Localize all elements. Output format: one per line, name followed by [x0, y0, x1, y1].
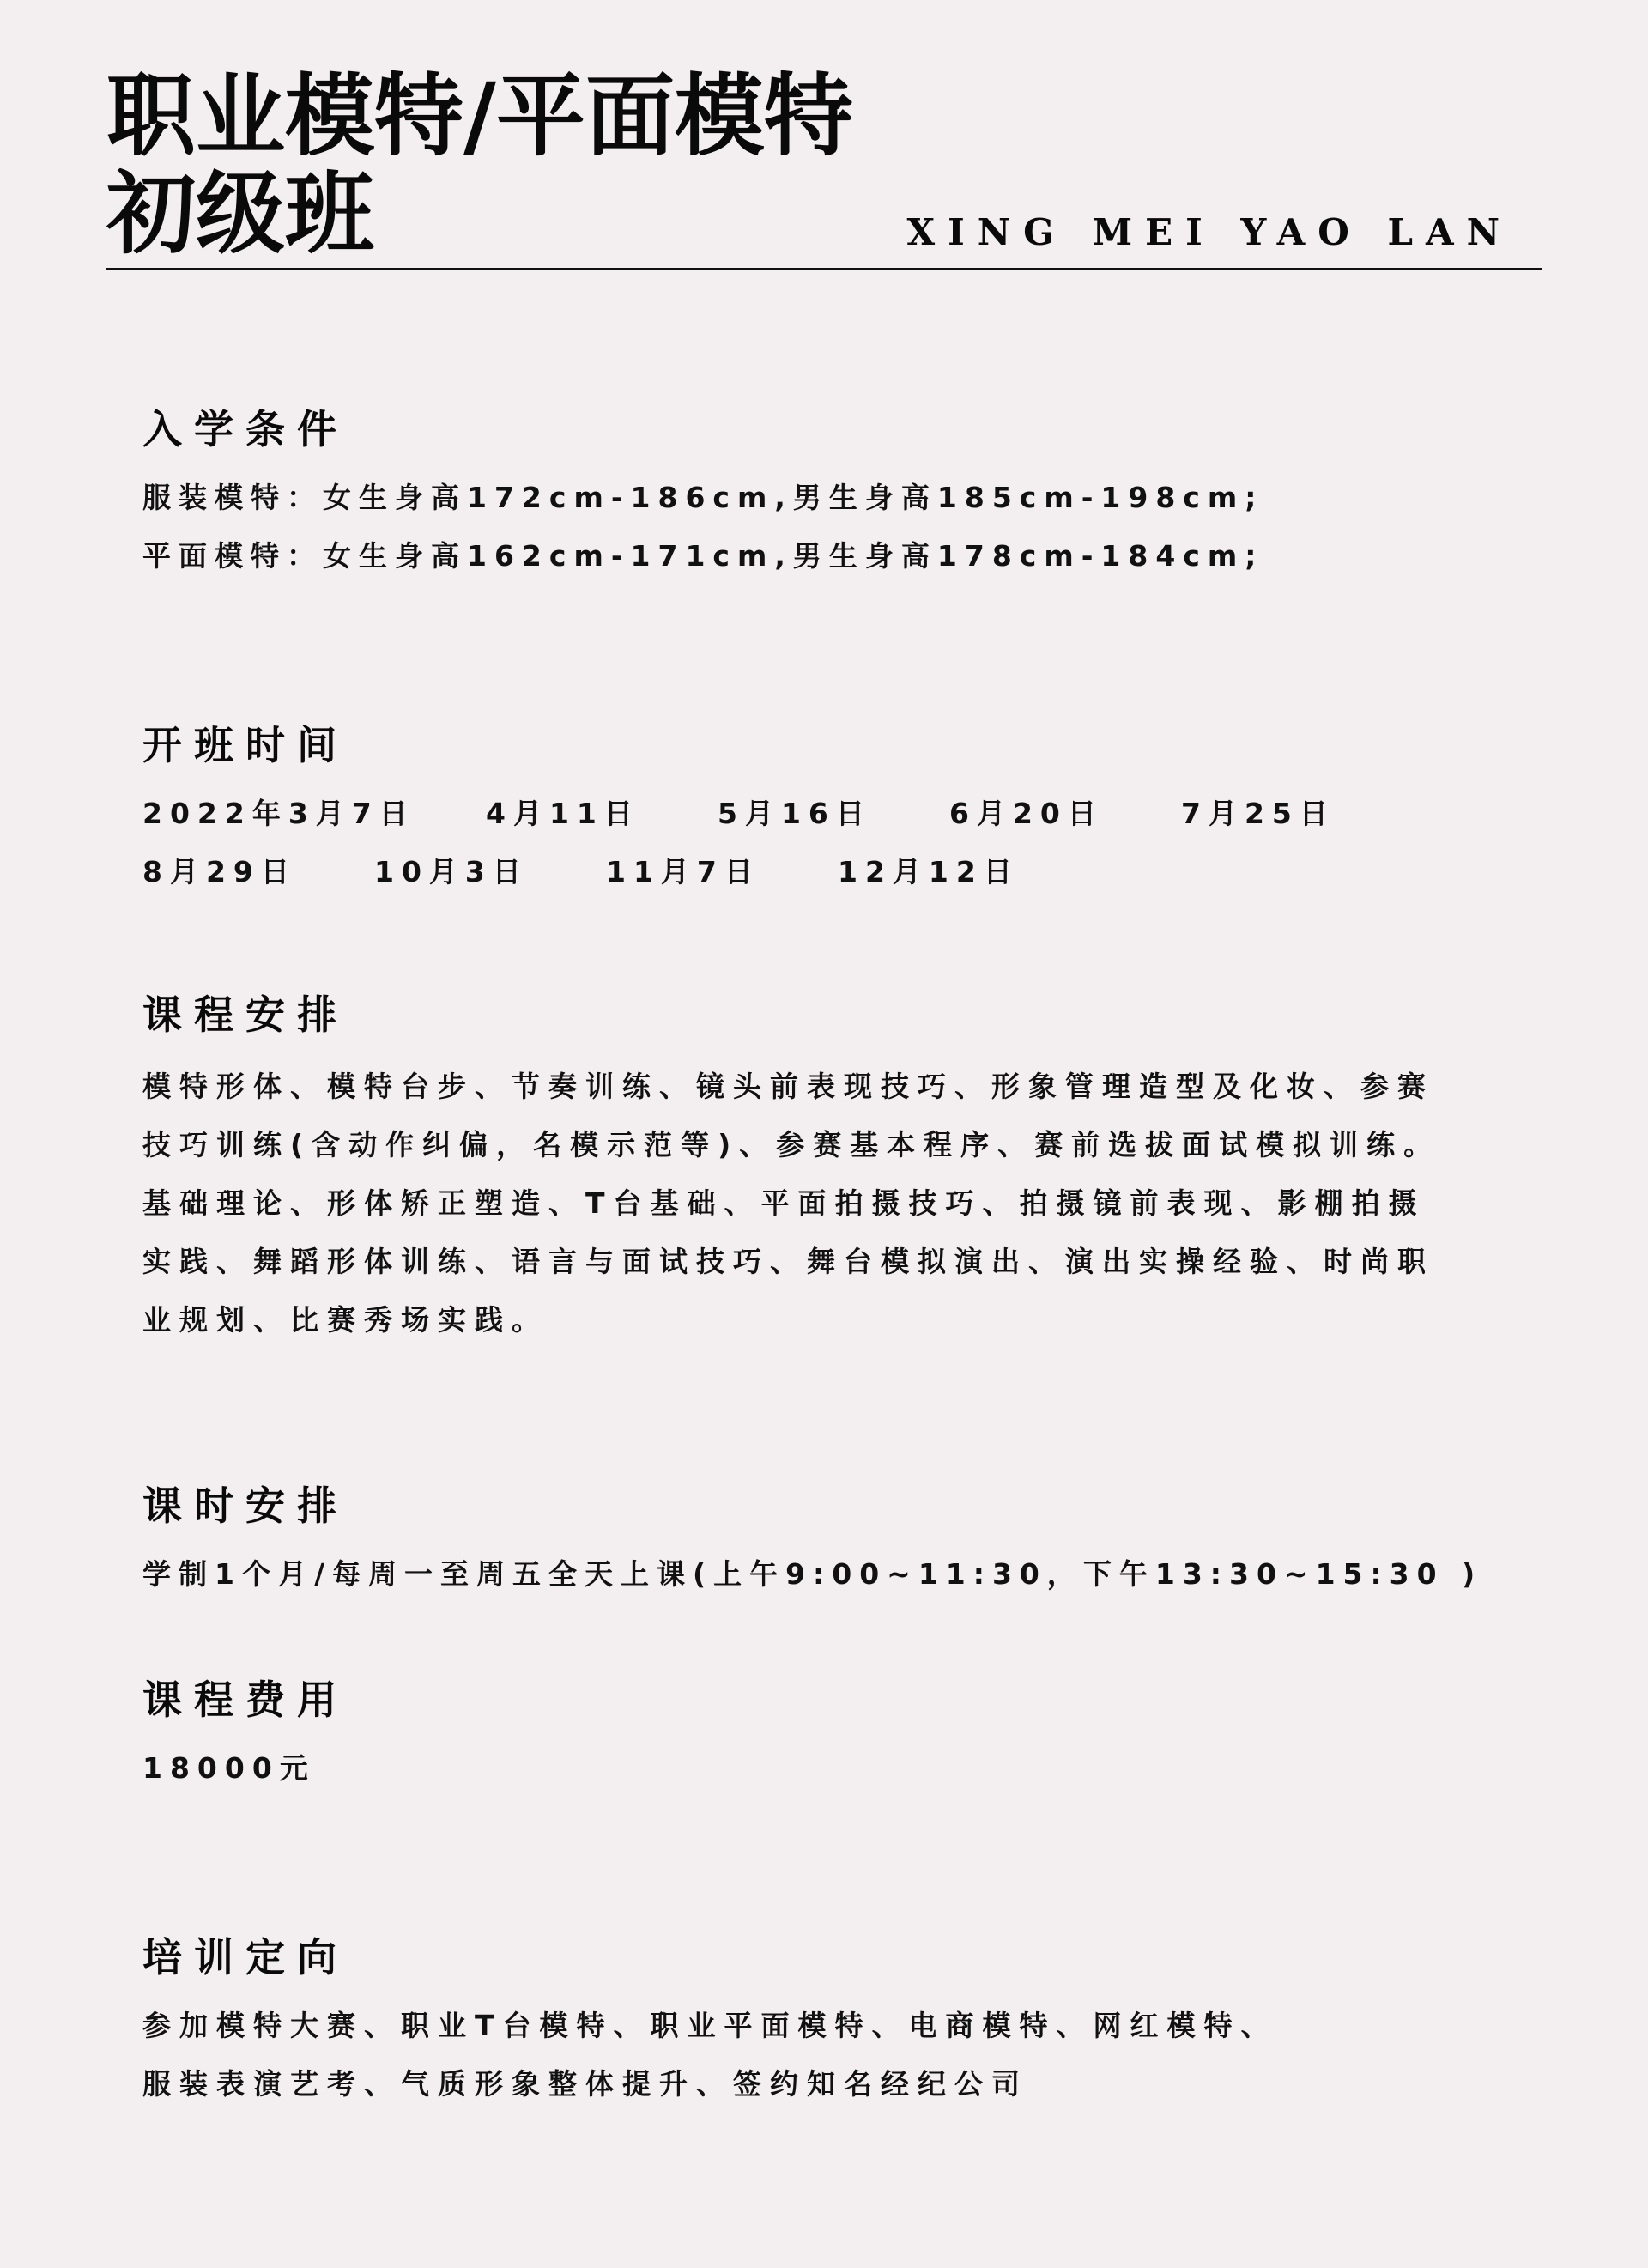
requirements-section [142, 403, 1533, 585]
curriculum-heading: 课程安排 [142, 991, 348, 1038]
start-dates-heading: 开班时间 [142, 722, 348, 768]
direction-content [142, 1997, 1533, 2113]
date-item: 11月7日 [606, 855, 760, 888]
curriculum-line: 业规划、比赛秀场实践。 [142, 1303, 548, 1337]
dates-row-1 [142, 785, 1533, 843]
curriculum-content [142, 1058, 1533, 1349]
requirement-line: 服装模特：女生身高172cm-186cm,男生身高185cm-198cm; [142, 481, 1264, 514]
start-dates-section [142, 719, 1533, 901]
date-item: 6月20日 [949, 797, 1104, 830]
fee-section [142, 1674, 1533, 1798]
direction-line: 参加模特大赛、职业T台模特、职业平面模特、电商模特、网红模特、 [142, 2009, 1278, 2042]
curriculum-line: 实践、舞蹈形体训练、语言与面试技巧、舞台模拟演出、演出实操经验、时尚职 [142, 1245, 1434, 1278]
direction-section [142, 1931, 1533, 2113]
fee-text: 18000元 [142, 1751, 316, 1785]
fee-content [142, 1739, 1533, 1798]
page-title [106, 64, 853, 266]
hours-heading: 课时安排 [142, 1483, 348, 1529]
curriculum-line: 技巧训练(含动作纠偏，名模示范等)、参赛基本程序、赛前选拔面试模拟训练。 [142, 1128, 1441, 1161]
direction-heading: 培训定向 [142, 1934, 348, 1980]
requirements-content [142, 469, 1533, 585]
date-item: 8月29日 [142, 855, 297, 888]
title-line-2: 初级班 [106, 161, 375, 266]
title-line-1: 职业模特/平面模特 [106, 64, 853, 168]
date-item: 5月16日 [718, 797, 872, 830]
header-divider [106, 268, 1542, 270]
requirements-heading: 入学条件 [142, 406, 348, 452]
start-dates-content [142, 785, 1533, 901]
fee-heading: 课程费用 [142, 1677, 348, 1723]
curriculum-line: 模特形体、模特台步、节奏训练、镜头前表现技巧、形象管理造型及化妆、参赛 [142, 1070, 1434, 1103]
curriculum-line: 基础理论、形体矫正塑造、T台基础、平面拍摄技巧、拍摄镜前表现、影棚拍摄 [142, 1186, 1426, 1220]
date-item: 7月25日 [1181, 797, 1336, 830]
direction-line: 服装表演艺考、气质形象整体提升、签约知名经纪公司 [142, 2067, 1028, 2101]
hours-section [142, 1480, 1533, 1604]
curriculum-section [142, 989, 1533, 1349]
hours-content [142, 1545, 1533, 1604]
brand-name: XING MEI YAO LAN [906, 211, 1512, 253]
date-item: 2022年3月7日 [142, 797, 415, 830]
hours-text: 学制1个月/每周一至周五全天上课(上午9:00~11:30，下午13:30~15:30 ) [142, 1557, 1483, 1591]
requirement-line: 平面模特：女生身高162cm-171cm,男生身高178cm-184cm; [142, 539, 1264, 573]
dates-row-2 [142, 843, 1533, 901]
date-item: 10月3日 [374, 855, 529, 888]
date-item: 12月12日 [838, 855, 1020, 888]
date-item: 4月11日 [486, 797, 640, 830]
